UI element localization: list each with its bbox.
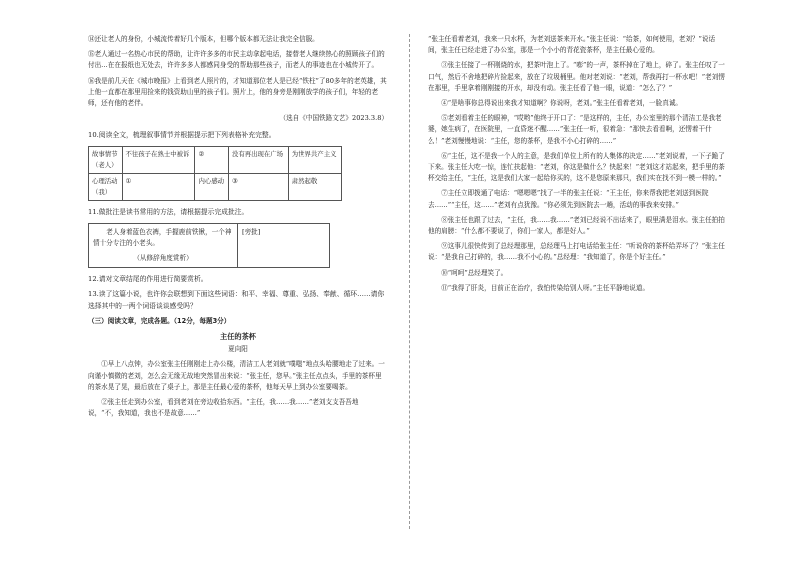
quoted-text: 老人身着蓝色衣裤，手握鹿前铁锹，一个神情十分专注的小老头。 <box>93 227 232 247</box>
right-column <box>428 34 728 298</box>
story-paragraph: ⑨这事儿很快传到了总经理那里，总经理马上打电话给张主任：“听说你的茶杯给弄坏了？”张主任说：“是我自己打碎的，我……我不小心的。”总经理：“我知道了，你是个好主任。” <box>428 242 725 262</box>
paragraph-15: ⑮老人通过一名热心市民的帮助，让许许多多的市民主动拿起电话，接替老人继续热心的照顾孩子们的付出…在在报纸也无处去，许许多多人都感同身受的帮助那些孩子，而老人的事迹也在小城传开了。 <box>88 50 385 70</box>
annotation-box <box>88 223 330 269</box>
table-cell: 心理活动 （我） <box>89 174 123 201</box>
story-paragraph: ⑥“主任，这不是我一个人的主意，是我们单位上所有的人集体的决定……”老刘说着，一下子跪了下来。张主任大吃一惊，连忙扶起他：“老刘，你这是做什么？快起来！”老刘这才站起来，把手里的茶杯交给主任，“主任，这是我们大家一起给你买的，这不是您原来那只，我们实在找不到一模一样的。” <box>428 151 725 183</box>
story-paragraph: ⑩“呵呵”总经理笑了。 <box>441 268 508 277</box>
table-cell: 不往孩子在熟士中被诉 <box>122 146 195 173</box>
left-column <box>88 34 388 423</box>
table-cell: 故事情节 （老人） <box>89 146 123 173</box>
table-cell: 肃然起敬 <box>288 174 341 201</box>
plot-table <box>88 146 342 202</box>
question-10: 10.阅读全文，梳理叙事情节并根据提示把下列表格补充完整。 <box>88 131 276 140</box>
column-divider <box>409 34 410 529</box>
question-11: 11.做批注是读书常用的方法，请根据提示完成批注。 <box>88 208 249 217</box>
table-row <box>89 146 342 173</box>
story-paragraph: ④“是啥事你总得说出来我才知道啊？你说呀，老刘。”张主任看着老刘，一脸真诚。 <box>441 99 683 108</box>
story-paragraph: ⑪“我得了肝炎，目前正在治疗，我怕传染给别人呀。”主任平静地说道。 <box>441 283 650 292</box>
table-cell: 没有再出现在广场 <box>228 146 288 173</box>
story-paragraph-1: ①早上八点钟，办公室张主任刚刚走上办公楼，清洁工人老刘就“噗嗤”地点头哈腰地走了过来。一向谨小慎微的老刘，怎么会无缘无故地突然冒出来说：“张主任，您早。”张主任点点头，手里的茶杯里的茶水晃了晃，最后放在了桌子上，那是主任最心爱的茶杯，他每天早上到办公室要喝茶。 <box>88 360 385 391</box>
paragraph-16: ⑯我是前几天在《城市晚报》上看到老人照片的，才知道那位老人是已经“铁柱”了80多年的老英雄，其上他一直都在那里用捡来的钱资助山里的孩子们。照片上，他的身旁是刚刚放学的孩子们，年轻的老师，还有他的老伴。 <box>88 76 387 108</box>
story-author: 夏向阳 <box>228 345 248 354</box>
story-paragraph: ⑧张主任也跟了过去，“主任，我……我……”老刘已经说不出话来了，眼里满是泪水。张主任拍拍他的肩膀：“什么都不要说了，你们一家人，都是好人。” <box>428 215 725 236</box>
story-paragraph: ⑤老刘看着主任的眼神，“哎哟”他终于开口了：“是这样的，主任，办公室里的那个清洁工是我老婆，她生病了，在医院里，一直昏迷不醒……”张主任一听，很着急：“那快去看看啊，还愣着干什么！”老刘慢慢地说：“主任，您的茶杯，是我不小心打碎的……” <box>428 114 722 145</box>
question-12: 12.请对文章结尾的作用进行简要赏析。 <box>88 275 208 284</box>
paragraph-14: ⑭还让老人的身份，小城流传着好几个版本，但哪个版本都无法让我完全信服。 <box>88 35 319 43</box>
story-paragraph: ③张主任接了一杯刚烧的水，把茶叶泡上了。“嘭”的一声，茶杯掉在了地上，碎了。张主任叹了一口气，然后不舍地把碎片捡起来，放在了垃圾桶里。他对老刘说：“老刘，帮我再打一杯水吧！”老刘愣在那里，手里拿着刚刚接的开水，却没有动。张主任看了他一眼，说道：“怎么了？” <box>428 61 725 92</box>
story-paragraph: “张主任看着老刘，我来一只水杯，为老刘送茶来开水。”张主任说：“给茶，如何使用，老刘？”说话间，张主任已经走进了办公室，那是一个小小的青花瓷茶杯，是主任最心爱的。 <box>428 35 716 55</box>
source-citation: （选自《中国铁路文艺》2023.3.8） <box>279 114 388 123</box>
question-13: 13.读了这篇小说，也许你会联想到下面这些词语：和平、幸福、尊重、弘扬、奉献、循环……请你选择其中的一两个词语谈谈感受吗？ <box>88 290 385 310</box>
table-cell: ③ <box>228 174 288 201</box>
section-heading: （三）阅读文章，完成各题。（12分，每题3分） <box>88 316 231 325</box>
table-row <box>89 174 342 201</box>
story-paragraph-2: ②张主任走到办公室，看到老刘在旁边收拾东西。“主任，我……我……”老刘支支吾吾地说，“不，我知道，我也不是故意……” <box>88 398 359 418</box>
table-cell: 为世界共产主义 <box>288 146 341 173</box>
story-paragraph: ⑦主任立即拨通了电话：“嗯嗯嗯”找了一半的张主任说：“王主任，你来帮我把老刘送到医院去……”“主任，这……”老刘有点犹豫。“你必须先到医院去一趟，活动的事我来安排。” <box>428 189 709 209</box>
table-cell: ① <box>122 174 195 201</box>
table-cell: 内心感动 <box>195 174 229 201</box>
table-cell: ② <box>195 146 229 173</box>
annotation-label: [旁批] <box>242 227 261 236</box>
story-title: 主任的茶杯 <box>220 332 256 342</box>
annotation-quote <box>89 224 238 268</box>
annotation-hint: （从修辞角度赏析） <box>133 254 193 263</box>
